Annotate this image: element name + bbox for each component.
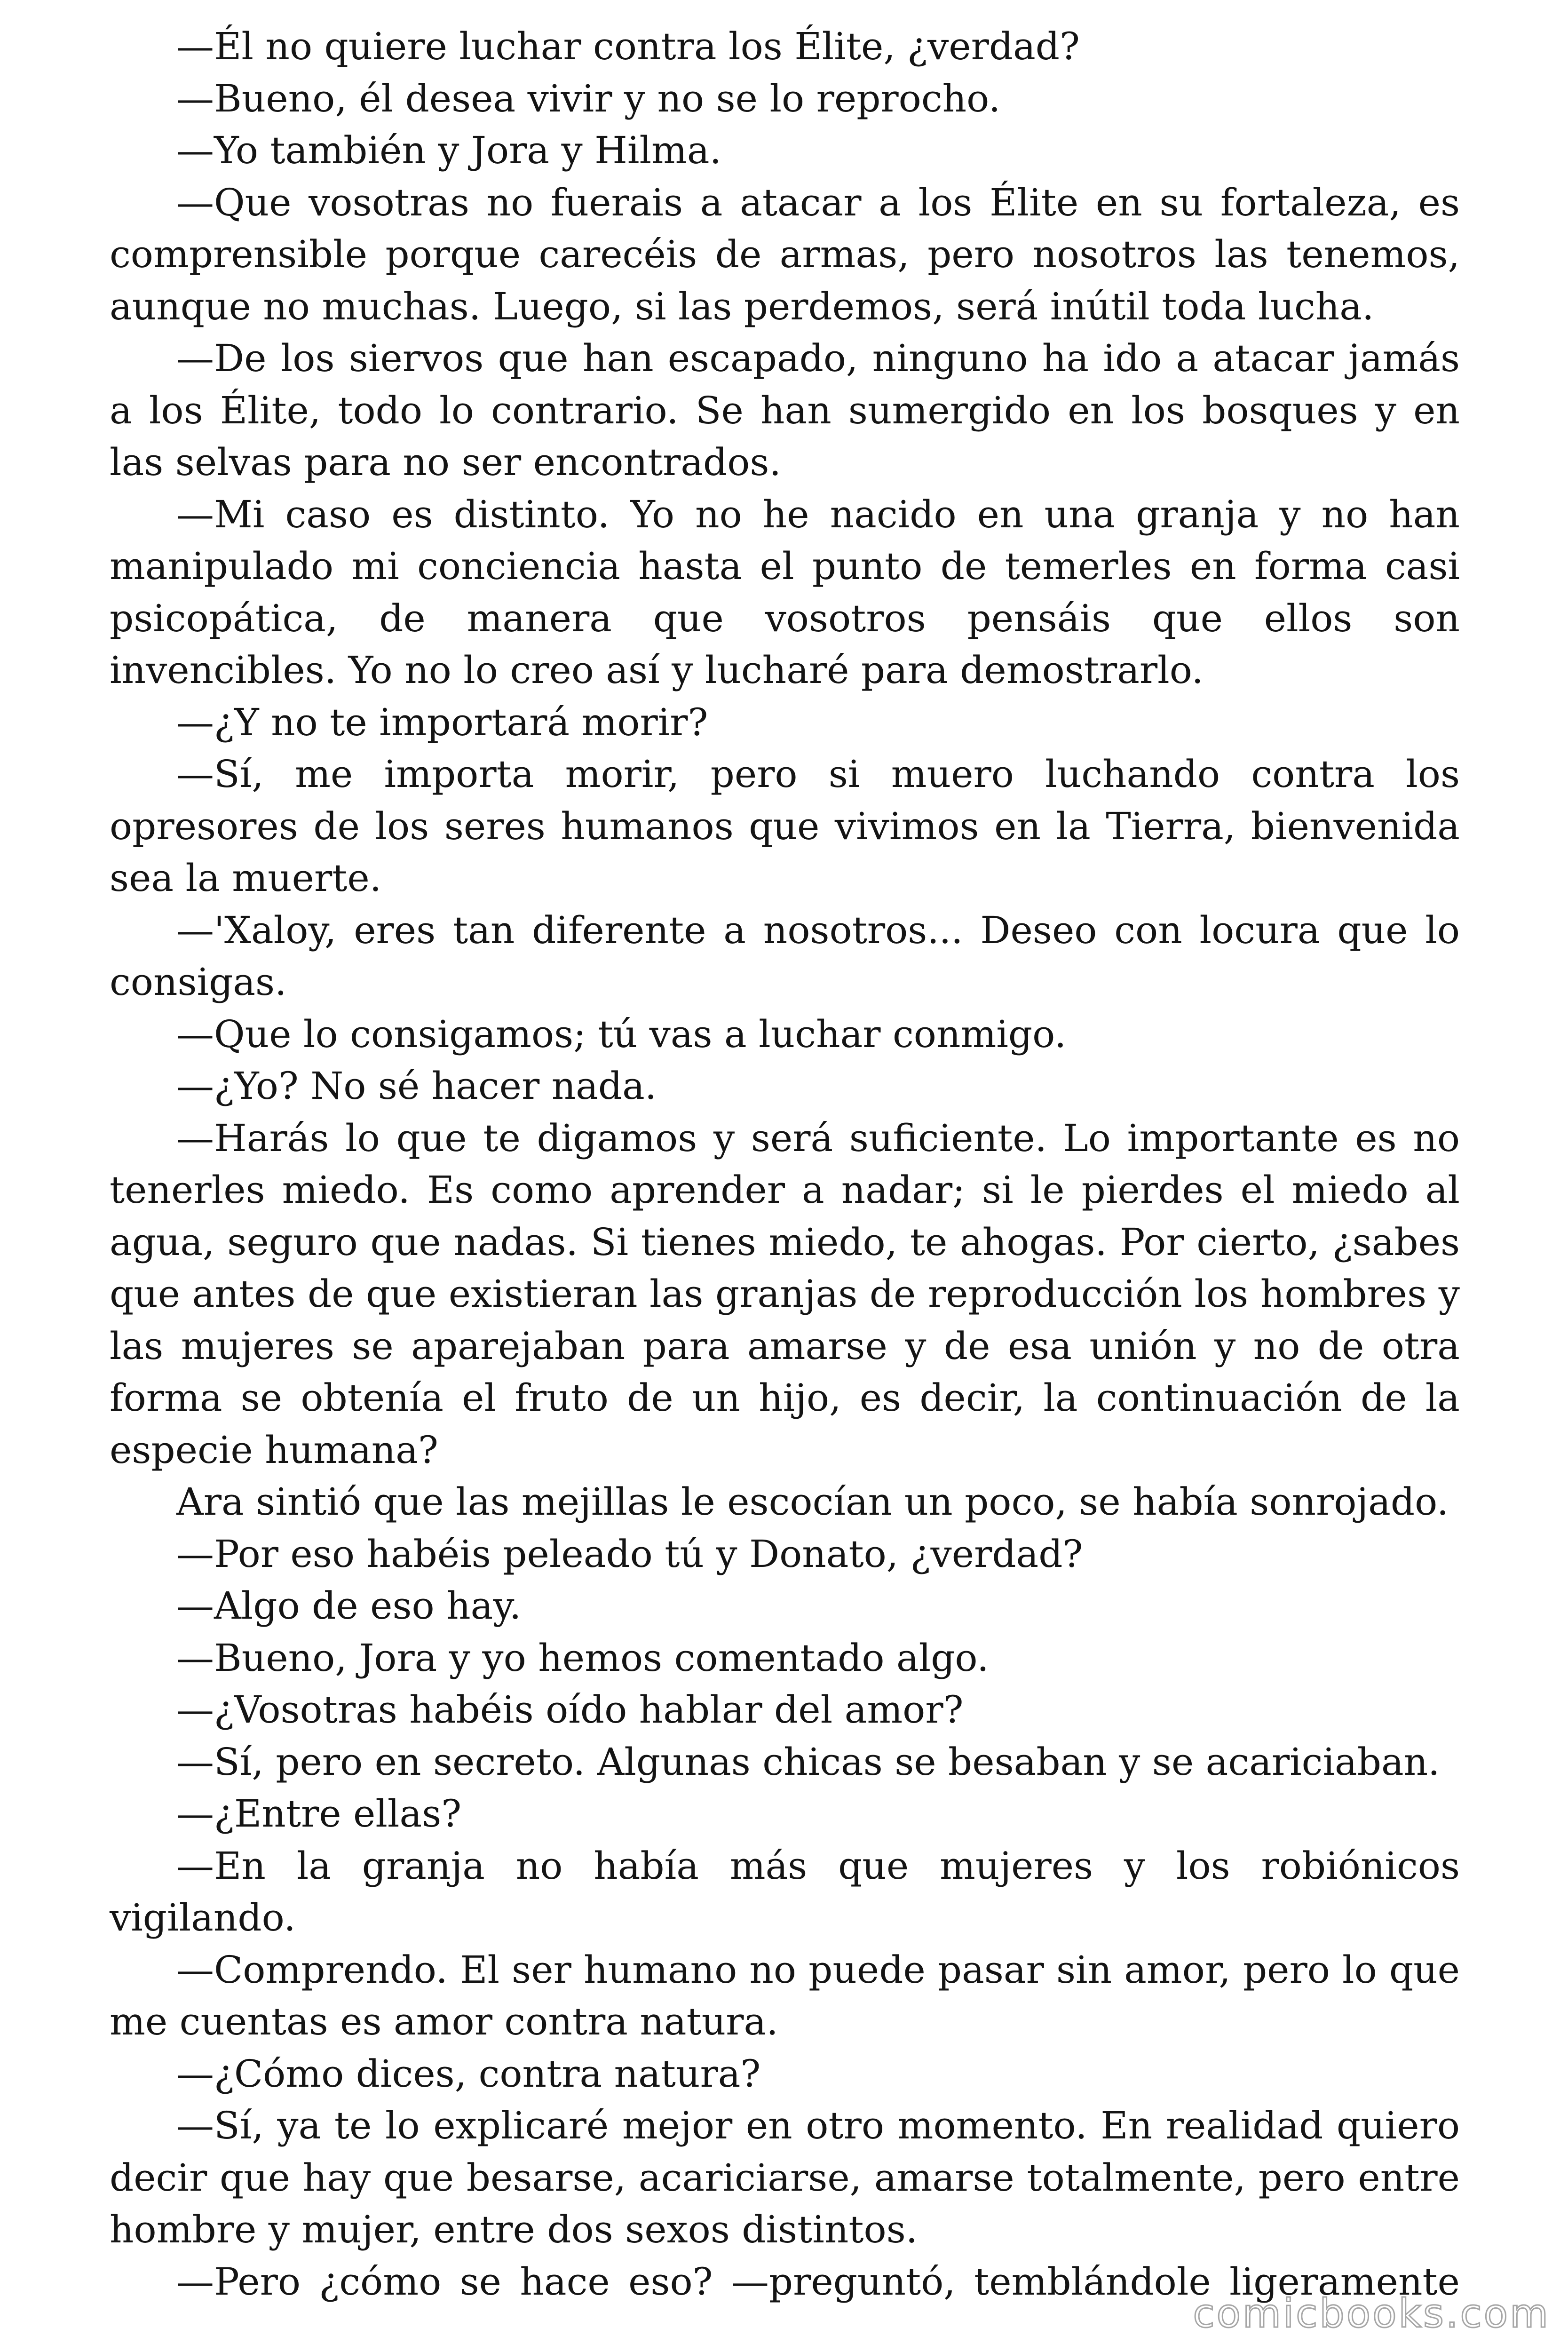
- paragraph-continued: —Pero ¿cómo se hace eso? —preguntó, temblándole ligeramente: [176, 2259, 1460, 2304]
- paragraph: —Mi caso es distinto. Yo no he nacido en una granja y no han manipulado mi conciencia hasta el punto de temerles en forma casi psicopática, de manera que vosotros pensáis que ellos son invencibles. Yo no lo creo así y lucharé para demostrarlo.: [110, 492, 1460, 692]
- paragraph: —Sí, ya te lo explicaré mejor en otro momento. En realidad quiero decir que hay que besarse, acariciarse, amarse totalmente, pero entre hombre y mujer, entre dos sexos distintos.: [110, 2104, 1460, 2251]
- paragraph: —¿Yo? No sé hacer nada.: [176, 1064, 657, 1108]
- paragraph: —Sí, pero en secreto. Algunas chicas se besaban y se acariciaban.: [176, 1740, 1440, 1784]
- paragraph: —De los siervos que han escapado, ninguno ha ido a atacar jamás a los Élite, todo lo contrario. Se han sumergido en los bosques y en las selvas para no ser encontrados.: [110, 336, 1460, 484]
- paragraph: —'Xaloy, eres tan diferente a nosotros... Deseo con locura que lo consigas.: [110, 908, 1460, 1004]
- paragraph: —Que lo consigamos; tú vas a luchar conmigo.: [176, 1012, 1067, 1056]
- paragraph: Ara sintió que las mejillas le escocían un poco, se había sonrojado.: [176, 1480, 1449, 1524]
- paragraph: —Bueno, Jora y yo hemos comentado algo.: [176, 1636, 989, 1680]
- paragraph: —Harás lo que te digamos y será suficiente. Lo importante es no tenerles miedo. Es como aprender a nadar; si le pierdes el miedo al agua, seguro que nadas. Si tienes miedo, te ahogas. Por cierto, ¿sabes que antes de que existieran las granjas de reproducción los hombres y las mujeres se aparejaban para amarse y de esa unión y no de otra forma se obtenía el fruto de un hijo, es decir, la continuación de la especie humana?: [110, 1116, 1460, 1472]
- paragraph: —Sí, me importa morir, pero si muero luchando contra los opresores de los seres humanos que vivimos en la Tierra, bienvenida sea la muerte.: [110, 752, 1460, 900]
- paragraph: —Comprendo. El ser humano no puede pasar sin amor, pero lo que me cuentas es amor contra natura.: [110, 1947, 1460, 2043]
- paragraph: —Que vosotras no fuerais a atacar a los Élite en su fortaleza, es comprensible porque carecéis de armas, pero nosotros las tenemos, aunque no muchas. Luego, si las perdemos, será inútil toda lucha.: [110, 180, 1460, 328]
- paragraph: —Por eso habéis peleado tú y Donato, ¿verdad?: [176, 1532, 1083, 1576]
- book-page-text: [110, 21, 1460, 2308]
- paragraph: —Yo también y Jora y Hilma.: [176, 128, 722, 172]
- paragraph: —¿Vosotras habéis oído hablar del amor?: [176, 1688, 964, 1732]
- paragraph: —Bueno, él desea vivir y no se lo reprocho.: [176, 76, 1001, 120]
- paragraph: —¿Y no te importará morir?: [176, 700, 708, 744]
- paragraph: —Algo de eso hay.: [176, 1584, 522, 1628]
- watermark: comicbooks.com: [1193, 2290, 1550, 2336]
- paragraph: —¿Entre ellas?: [176, 1792, 462, 1836]
- paragraph: —¿Cómo dices, contra natura?: [176, 2051, 761, 2096]
- paragraph: —En la granja no había más que mujeres y los robiónicos vigilando.: [110, 1843, 1460, 1939]
- paragraph: —Él no quiere luchar contra los Élite, ¿verdad?: [176, 24, 1080, 68]
